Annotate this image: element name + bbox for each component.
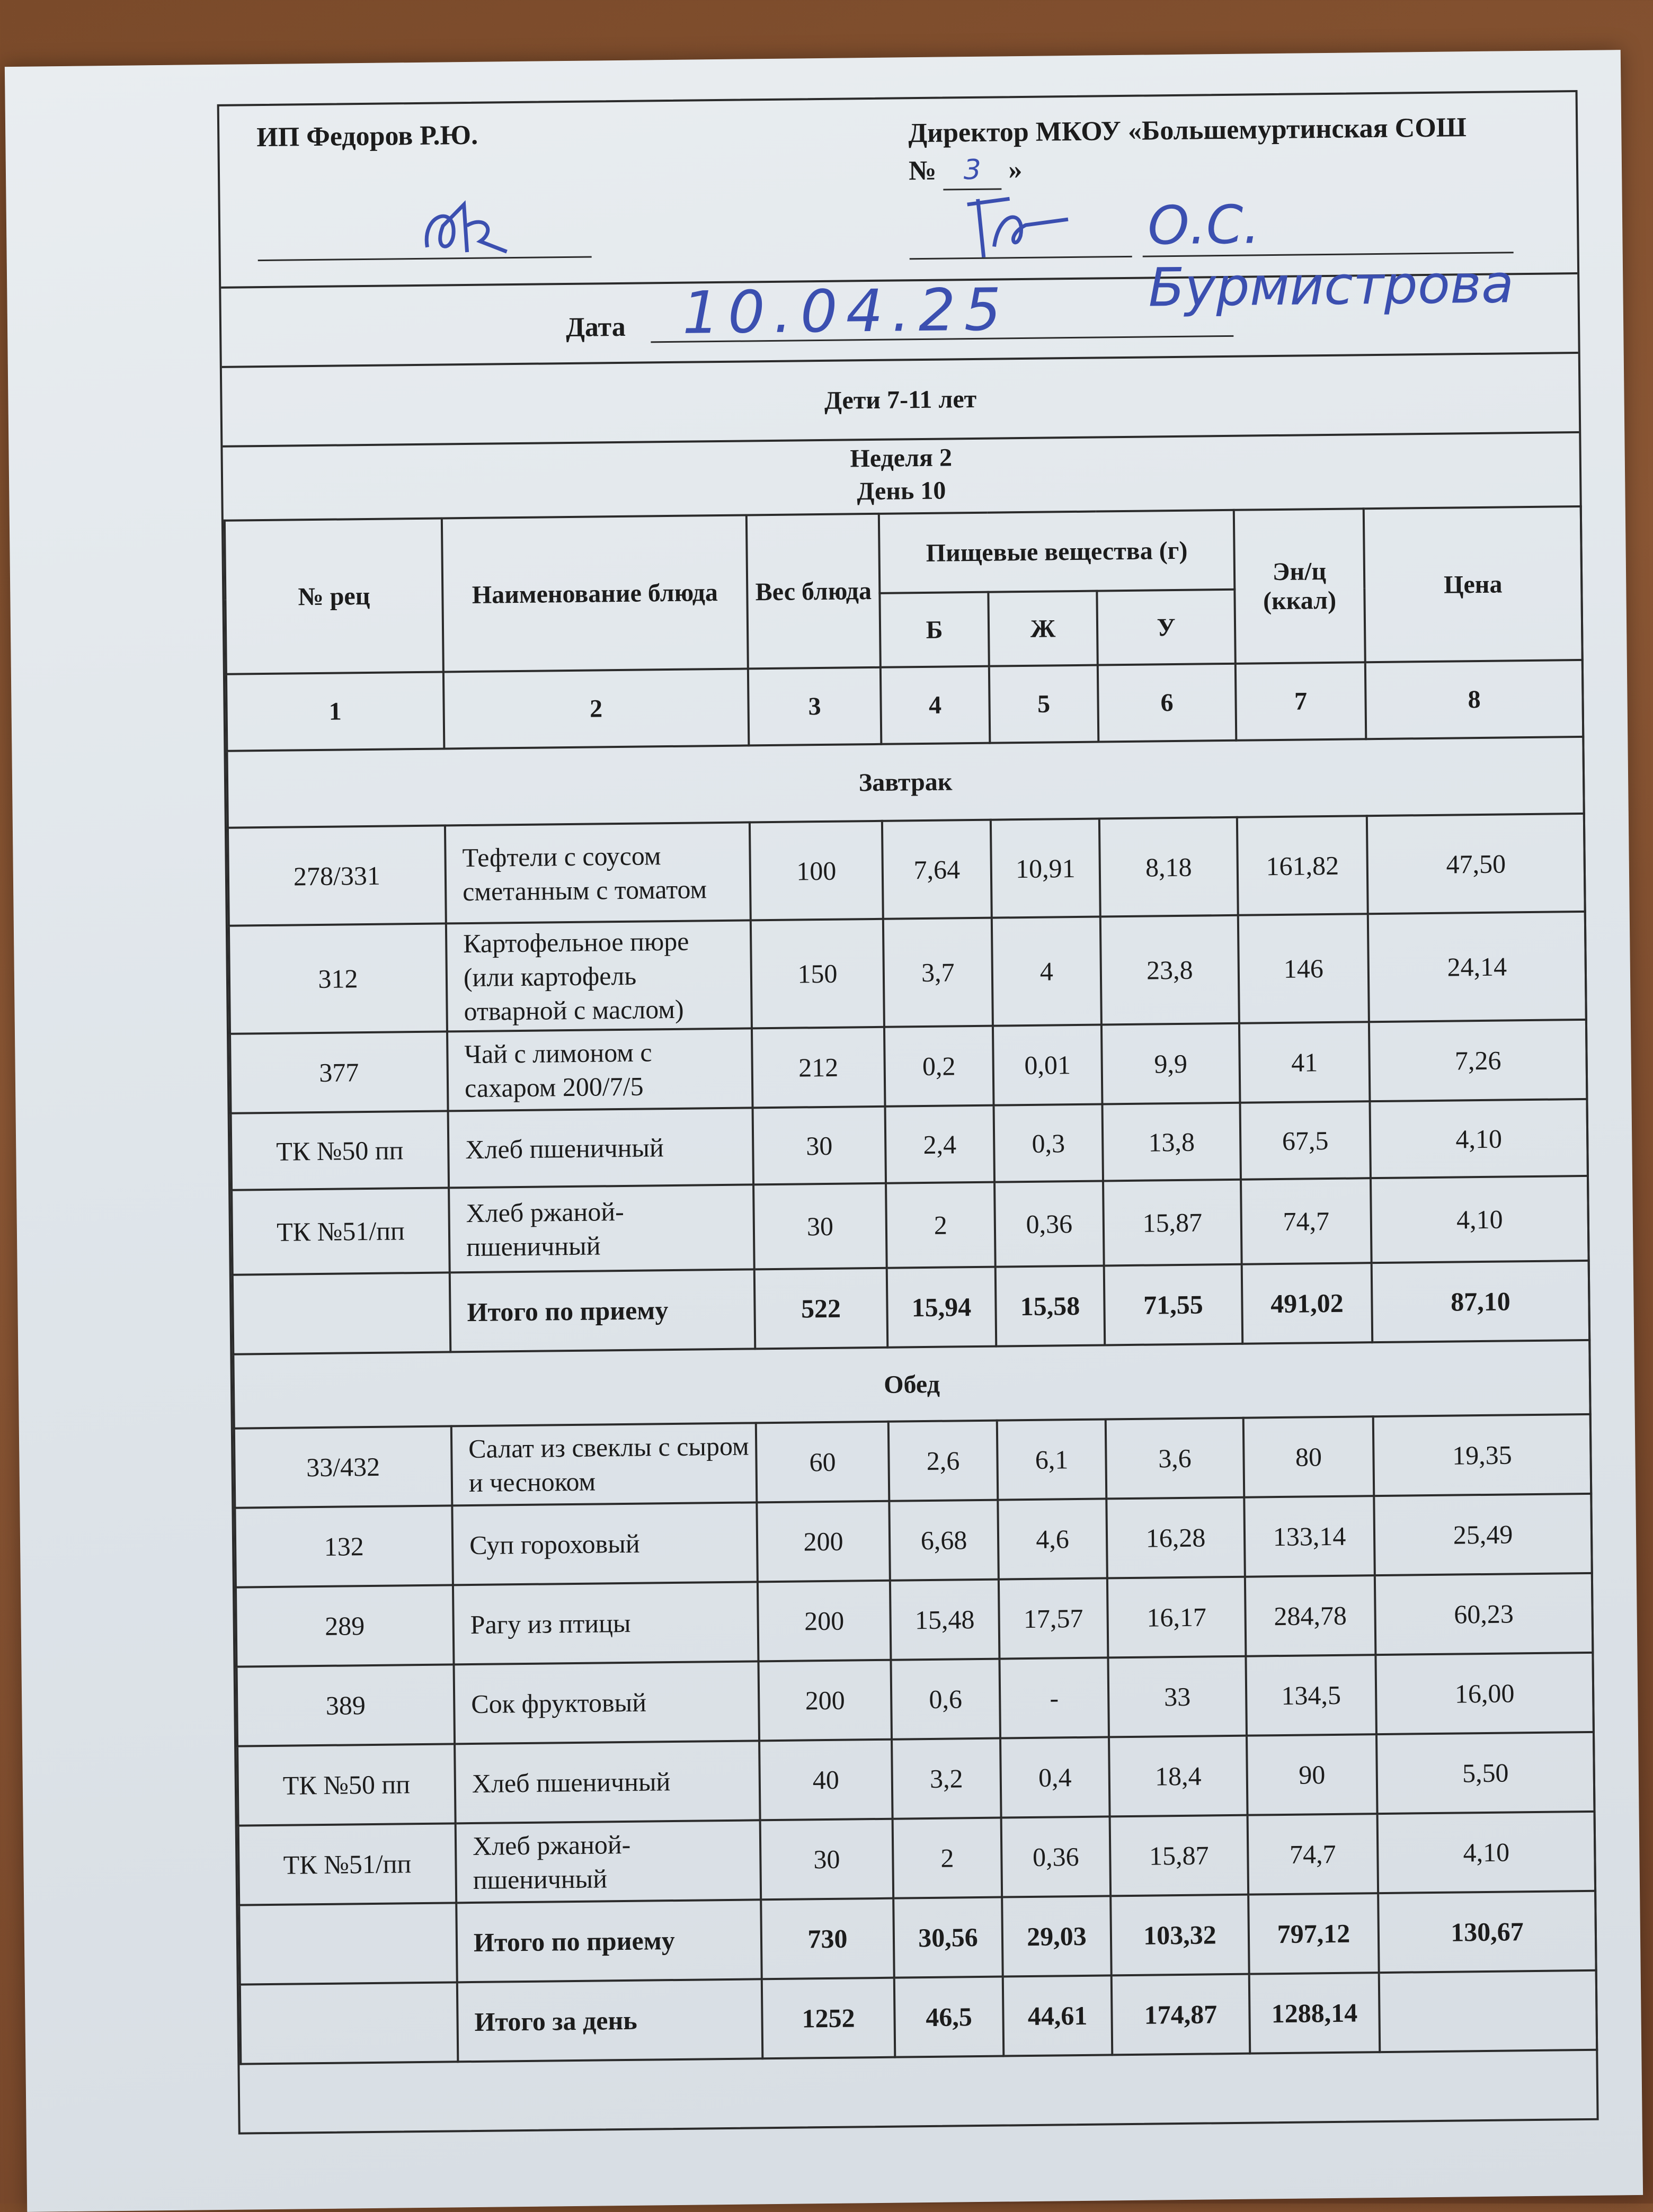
cell-protein: 3,2 [892, 1738, 1001, 1819]
cell-rec-no: 312 [229, 923, 447, 1033]
cell-protein: 2,6 [888, 1421, 998, 1501]
cell-price: 7,26 [1369, 1020, 1587, 1101]
table-row [237, 1732, 1594, 1826]
header-row [225, 506, 1581, 600]
cell-rec-no: 132 [235, 1505, 453, 1587]
cell-rec-no: ТК №50 пп [237, 1744, 456, 1825]
cell-price: 60,23 [1375, 1573, 1593, 1655]
col-number: 5 [989, 665, 1099, 743]
menu-document [217, 90, 1599, 2135]
cell-fat: 4 [992, 917, 1101, 1026]
cell-energy: 146 [1238, 914, 1369, 1023]
col-protein: Б [879, 592, 989, 667]
cell-rec-no: 278/331 [228, 825, 446, 925]
cell-protein: 2 [893, 1818, 1002, 1898]
lunch-rows [234, 1414, 1596, 1985]
table-row [232, 1176, 1589, 1275]
total-weight: 730 [761, 1898, 894, 1979]
cell-weight: 150 [751, 919, 884, 1029]
cell-weight: 30 [753, 1183, 887, 1270]
cell-protein: 6,68 [889, 1500, 999, 1581]
cell-energy: 74,7 [1248, 1814, 1379, 1895]
table-row [237, 1653, 1594, 1746]
cell-protein: 0,6 [891, 1659, 1000, 1740]
cell-weight: 212 [752, 1027, 885, 1108]
total-carbs: 71,55 [1104, 1264, 1243, 1345]
section-title-lunch: Обед [233, 1340, 1590, 1429]
cell-price: 16,00 [1375, 1653, 1594, 1734]
approver-number-suffix: » [1008, 154, 1023, 185]
approver-signer-name: О.С. Бурмистрова [1147, 193, 1514, 319]
total-price: 87,10 [1372, 1261, 1590, 1342]
cell-carbs: 18,4 [1109, 1736, 1248, 1817]
approver-signature [962, 188, 1079, 265]
cell-weight: 30 [760, 1819, 894, 1900]
day-total-rows [240, 1970, 1597, 2064]
cell-energy: 90 [1247, 1734, 1378, 1815]
cell-carbs: 16,28 [1106, 1497, 1245, 1578]
approver-org: Директор МКОУ «Большемуртинская СОШ [908, 112, 1467, 149]
cell-protein: 0,2 [884, 1026, 994, 1107]
cell-price: 47,50 [1367, 814, 1585, 914]
date-label: Дата [565, 311, 626, 343]
table-row [231, 1099, 1588, 1190]
cell-carbs: 13,8 [1103, 1103, 1241, 1181]
table-row [235, 1494, 1592, 1587]
cell-empty [240, 1982, 458, 2064]
cell-protein: 2,4 [885, 1105, 995, 1183]
total-label: Итого по приему [456, 1899, 762, 1982]
cell-fat: 0,4 [1000, 1737, 1110, 1817]
total-fat: 15,58 [996, 1265, 1105, 1346]
cell-fat: 17,57 [999, 1578, 1108, 1658]
col-price: Цена [1364, 506, 1583, 662]
paper-sheet [5, 50, 1643, 2212]
total-carbs: 103,32 [1110, 1895, 1249, 1976]
cell-energy: 134,5 [1246, 1655, 1376, 1736]
col-rec-no: № рец [225, 518, 443, 674]
col-number: 1 [226, 672, 444, 751]
cell-dish-name: Суп гороховый [452, 1502, 758, 1585]
cell-rec-no: 389 [237, 1664, 455, 1746]
cell-fat: 0,36 [1001, 1816, 1111, 1897]
col-dish-name: Наименование блюда [442, 515, 748, 672]
cell-empty [233, 1272, 451, 1354]
cell-carbs: 15,87 [1110, 1815, 1249, 1896]
cell-carbs: 23,8 [1100, 915, 1239, 1025]
day-label: День 10 [857, 476, 946, 506]
cell-price: 5,50 [1376, 1732, 1595, 1814]
cell-price: 4,10 [1370, 1099, 1587, 1178]
cell-dish-name: Хлеб ржаной-пшеничный [449, 1184, 754, 1272]
table-row [234, 1414, 1591, 1508]
total-label: Итого за день [457, 1979, 763, 2062]
week-label: Неделя 2 [850, 443, 953, 473]
total-energy: 797,12 [1248, 1893, 1379, 1974]
cell-energy: 161,82 [1237, 816, 1368, 915]
col-number: 8 [1365, 660, 1583, 739]
table-row [229, 912, 1586, 1034]
cell-price: 25,49 [1374, 1494, 1592, 1575]
breakfast-rows [228, 814, 1589, 1354]
cell-rec-no: ТК №51/пп [238, 1823, 457, 1905]
total-carbs: 174,87 [1112, 1974, 1250, 2055]
table-row [228, 814, 1585, 926]
cell-fat: 10,91 [991, 819, 1100, 918]
cell-price: 19,35 [1373, 1414, 1592, 1496]
cell-price: 4,10 [1371, 1176, 1589, 1263]
column-numbers-row [226, 660, 1583, 751]
total-protein: 15,94 [887, 1267, 997, 1348]
total-row [239, 1891, 1596, 1985]
cell-energy: 80 [1243, 1416, 1374, 1497]
col-carbs: У [1097, 590, 1235, 665]
cell-dish-name: Хлеб ржаной-пшеничный [456, 1820, 761, 1903]
cell-dish-name: Хлеб пшеничный [448, 1108, 753, 1188]
cell-fat: 0,36 [994, 1181, 1104, 1266]
col-weight: Вес блюда [746, 514, 881, 669]
cell-carbs: 15,87 [1103, 1180, 1242, 1266]
cell-rec-no: 377 [230, 1031, 448, 1113]
total-weight: 522 [754, 1268, 888, 1349]
total-energy: 491,02 [1242, 1263, 1373, 1344]
cell-weight: 40 [759, 1740, 893, 1821]
cell-weight: 30 [753, 1107, 886, 1185]
cell-protein: 3,7 [883, 918, 993, 1027]
cell-fat: - [999, 1657, 1109, 1738]
total-label: Итого по приему [450, 1269, 756, 1352]
cell-energy: 74,7 [1241, 1178, 1372, 1264]
cell-protein: 2 [886, 1182, 996, 1268]
cell-fat: 4,6 [998, 1499, 1107, 1579]
cell-energy: 41 [1239, 1022, 1370, 1103]
cell-energy: 67,5 [1240, 1101, 1371, 1180]
table-row [238, 1812, 1595, 1905]
cell-weight: 200 [757, 1501, 890, 1582]
col-energy: Эн/ц (ккал) [1234, 509, 1365, 664]
week-day-row [223, 431, 1579, 520]
cell-dish-name: Рагу из птицы [453, 1582, 759, 1664]
menu-table [224, 505, 1598, 2065]
cell-dish-name: Сок фруктовый [454, 1661, 760, 1744]
total-protein: 30,56 [893, 1897, 1003, 1978]
cell-dish-name: Картофельное пюре (или картофель отварной с маслом) [446, 920, 752, 1031]
total-fat: 29,03 [1002, 1896, 1112, 1976]
cell-dish-name: Салат из свеклы с сыром и чесноком [451, 1423, 757, 1505]
total-weight: 1252 [762, 1978, 895, 2059]
cell-fat: 0,01 [993, 1025, 1103, 1105]
total-row [233, 1261, 1589, 1354]
cell-protein: 7,64 [882, 820, 992, 919]
date-value: 10.04.25 [682, 275, 1010, 347]
age-group: Дети 7-11 лет [824, 385, 977, 415]
section-row-lunch [233, 1340, 1590, 1429]
approver-number-prefix: № [908, 155, 937, 186]
total-price [1379, 1970, 1597, 2052]
total-price: 130,67 [1378, 1891, 1596, 1973]
cell-dish-name: Тефтели с соусом сметанным с томатом [445, 822, 751, 923]
cell-rec-no: 33/432 [234, 1426, 452, 1508]
total-fat: 44,61 [1003, 1975, 1113, 2056]
cell-carbs: 8,18 [1099, 817, 1238, 917]
cell-weight: 100 [750, 821, 883, 921]
cell-rec-no: ТК №51/пп [232, 1188, 450, 1274]
supplier-name: ИП Федоров Р.Ю. [256, 120, 478, 153]
section-title-breakfast: Завтрак [227, 737, 1584, 828]
cell-carbs: 16,17 [1107, 1577, 1246, 1658]
cell-weight: 60 [756, 1422, 890, 1503]
col-number: 6 [1098, 664, 1237, 742]
approver-title [908, 109, 1467, 191]
cell-dish-name: Чай с лимоном с сахаром 200/7/5 [447, 1028, 753, 1111]
section-row-breakfast [227, 737, 1584, 828]
cell-empty [239, 1903, 457, 1984]
cell-price: 24,14 [1368, 912, 1586, 1022]
table-row [236, 1573, 1593, 1667]
total-energy: 1288,14 [1249, 1973, 1380, 2054]
total-protein: 46,5 [894, 1977, 1004, 2057]
cell-energy: 133,14 [1244, 1496, 1375, 1577]
cell-rec-no: ТК №50 пп [231, 1111, 449, 1190]
cell-weight: 200 [758, 1660, 892, 1741]
cell-fat: 6,1 [997, 1419, 1107, 1500]
supplier-signature [416, 193, 523, 277]
cell-carbs: 33 [1108, 1656, 1247, 1737]
cell-rec-no: 289 [236, 1585, 454, 1666]
col-nutrients: Пищевые вещества (г) [879, 510, 1235, 593]
cell-dish-name: Хлеб пшеничный [455, 1741, 760, 1823]
cell-energy: 284,78 [1245, 1575, 1376, 1656]
approver-number: 3 [943, 151, 1002, 190]
cell-protein: 15,48 [890, 1580, 1000, 1660]
cell-price: 4,10 [1378, 1812, 1596, 1893]
col-number: 7 [1236, 662, 1366, 741]
cell-fat: 0,3 [994, 1104, 1104, 1182]
cell-weight: 200 [758, 1581, 891, 1662]
cell-carbs: 3,6 [1106, 1418, 1245, 1499]
total-row [240, 1970, 1597, 2064]
cell-carbs: 9,9 [1101, 1023, 1240, 1104]
col-number: 3 [748, 667, 882, 746]
col-number: 4 [881, 666, 990, 744]
table-row [230, 1020, 1587, 1113]
col-fat: Ж [988, 591, 1097, 666]
approver-number-line [909, 146, 1467, 191]
col-number: 2 [443, 668, 749, 748]
